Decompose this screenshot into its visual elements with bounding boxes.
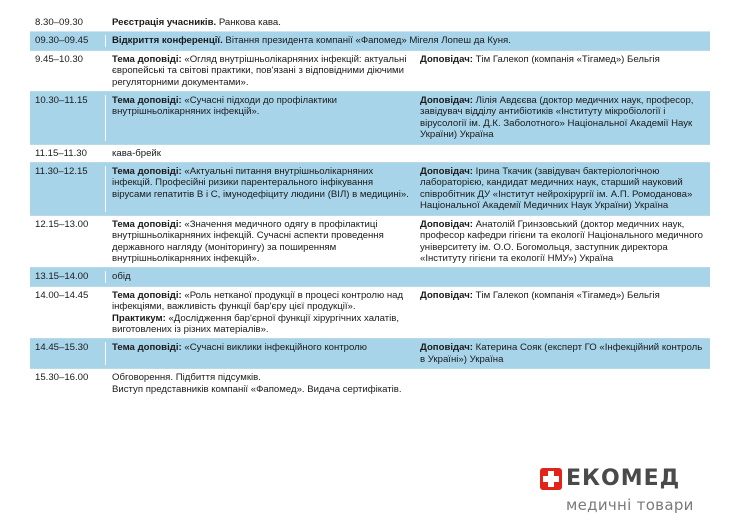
event-text-second: Виступ представників компанії «Фапомед». Видача сертифікатів. [112, 383, 402, 395]
event-title: Відкриття конференції. [112, 35, 223, 47]
speaker-cell [416, 95, 710, 141]
schedule-row [30, 216, 710, 269]
time-cell: 9.45–10.30 [30, 54, 106, 88]
logo-wordmark: ЕКОМЕД [566, 466, 681, 491]
topic-text: «Сучасні підходи до профілактики внутрішньолікарняних інфекцій». [112, 95, 338, 118]
time-cell: 09.30–09.45 [30, 35, 106, 46]
speaker-text: Ірина Ткачик (завідувач бактеріологічною лабораторією, кандидат медичних наук, старший науковий співробітник ДУ «Інститут нейрохірургії ім. А.П. Ромоданова» Національної Академії Медичних Наук України) Україна [420, 166, 693, 212]
event-text: обід [112, 271, 131, 283]
topic-text: «Огляд внутрішньолікарняних інфекцій: актуальні європейські та світові практики, пов'язані з відповідними діючими регуляторними документами». [112, 53, 407, 88]
speaker-text: Лілія Авдєєва (доктор медичних наук, професор, завідувач відділу антибіотиків «Інституту мікробіології і вірусології ім. Д.К. Заболотного» Національної Академії Наук України) Україна [420, 95, 694, 141]
speaker-text: Тім Галекоп (компанія «Тігамед») Бельгія [472, 53, 660, 65]
speaker-label: Доповідач: [420, 95, 473, 107]
time-cell: 8.30–09.30 [30, 17, 106, 28]
speaker-text: Тім Галекоп (компанія «Тігамед») Бельгія [472, 289, 660, 301]
speaker-label: Доповідач: [420, 218, 473, 230]
time-cell: 14.45–15.30 [30, 342, 106, 365]
topic-label: Тема доповіді: [112, 342, 182, 354]
schedule-row [30, 268, 710, 286]
event-title: Реєстрація учасників. [112, 17, 217, 28]
time-cell: 12.15–13.00 [30, 219, 106, 265]
schedule-table [30, 14, 710, 398]
topic-text: «Значення медичного одягу в профілактиці внутрішньолікарняних інфекцій. Сучасні аспекти проведення державного нагляду (моніторингу) за поширенням внутрішньолікарняних інфекцій». [112, 218, 384, 264]
schedule-row [30, 92, 710, 145]
event-text: Ранкова кава. [216, 17, 281, 28]
topic-label: Тема доповіді: [112, 218, 182, 230]
topic-label: Тема доповіді: [112, 53, 182, 65]
logo-top [540, 466, 720, 492]
ekomed-logo [540, 466, 720, 520]
topic-cell [106, 290, 416, 336]
time-cell: 13.15–14.00 [30, 271, 106, 282]
schedule-row [30, 32, 710, 50]
topic-text: «Роль нетканої продукції в процесі контролю над інфекціями, важливість функції бар'єру цієї продукції». [112, 289, 404, 313]
schedule-row [30, 339, 710, 369]
speaker-label: Доповідач: [420, 289, 473, 301]
speaker-cell [416, 290, 710, 336]
speaker-cell [416, 342, 710, 365]
time-cell: 11.30–12.15 [30, 166, 106, 212]
practicum-text: «Дослідження бар'єрної функції хірургічних халатів, виготовлених із різних матеріалів». [112, 312, 400, 335]
time-cell: 11.15–11.30 [30, 148, 106, 159]
speaker-cell [416, 54, 710, 88]
speaker-label: Доповідач: [420, 342, 473, 354]
time-cell: 14.00–14.45 [30, 290, 106, 336]
speaker-text: Анатолій Гринзовський (доктор медичних наук, професор кафедри гігієни та екології Національного медичного університету ім. О.О. Богомольця, заступник директора «Інституту гігієни та екології НМУ») Україна [420, 218, 703, 264]
schedule-row [30, 145, 710, 163]
schedule-row [30, 369, 710, 398]
time-cell: 15.30–16.00 [30, 372, 106, 395]
schedule-row [30, 14, 710, 32]
topic-text: «Сучасні виклики інфекційного контролю [181, 342, 367, 354]
topic-cell [106, 166, 416, 212]
event-cell [106, 35, 710, 46]
schedule-row [30, 287, 710, 340]
time-cell: 10.30–11.15 [30, 95, 106, 141]
practicum-label: Практикум: [112, 312, 166, 324]
logo-subtitle: медичні товари [566, 496, 694, 514]
topic-label: Тема доповіді: [112, 166, 182, 178]
speaker-cell [416, 166, 710, 212]
speaker-cell [416, 219, 710, 265]
event-text: Вітання президента компанії «Фапомед» Мігеля Лопеш да Куня. [222, 35, 511, 47]
event-cell [106, 372, 710, 395]
speaker-text: Катерина Сояк (експерт ГО «Інфекційний контроль в Україні») Україна [420, 342, 703, 365]
schedule-row [30, 51, 710, 92]
schedule-row [30, 163, 710, 216]
topic-cell [106, 342, 416, 365]
topic-label: Тема доповіді: [112, 95, 182, 107]
event-cell [106, 148, 710, 159]
event-cell [106, 271, 710, 282]
topic-label: Тема доповіді: [112, 289, 182, 301]
topic-cell [106, 95, 416, 141]
speaker-label: Доповідач: [420, 166, 473, 178]
event-cell [106, 17, 710, 28]
topic-cell [106, 219, 416, 265]
event-text: кава-брейк [112, 147, 161, 159]
topic-text: «Актуальні питання внутрішньолікарняних інфекцій. Професійні ризики парентерального інфікування вірусами гепатитів В і С, імунодефіциту людини (ВІЛ) в медицині». [112, 166, 409, 200]
topic-cell [106, 54, 416, 88]
speaker-label: Доповідач: [420, 53, 473, 65]
medical-cross-icon [540, 468, 562, 490]
event-text: Обговорення. Підбиття підсумків. [112, 372, 261, 384]
